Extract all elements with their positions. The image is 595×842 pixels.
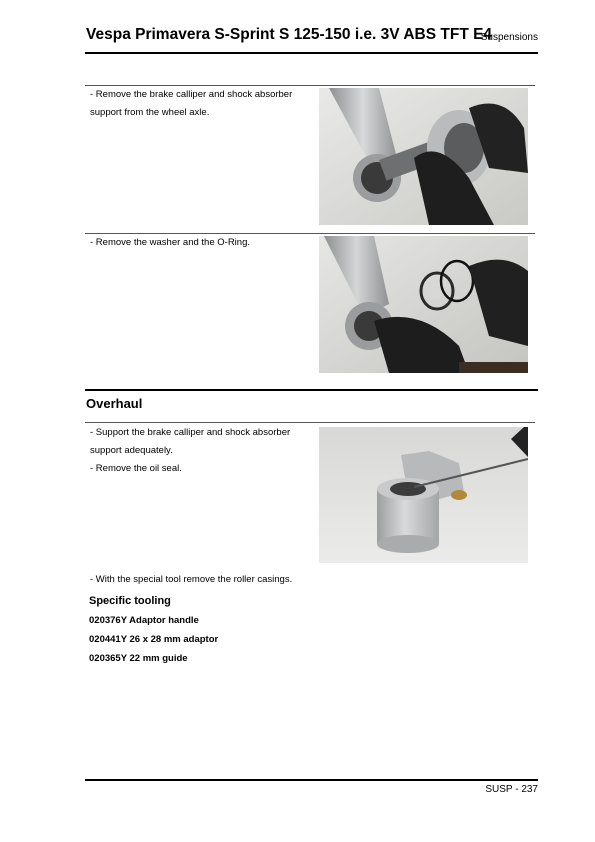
header-rule bbox=[85, 52, 538, 54]
overhaul-heading: Overhaul bbox=[86, 396, 143, 411]
document-title: Vespa Primavera S-Sprint S 125-150 i.e. 3V ABS TFT E4 bbox=[86, 26, 493, 43]
section-name: Suspensions bbox=[480, 32, 538, 43]
step-3-line-2: support adequately. bbox=[90, 445, 173, 456]
page-number: SUSP - 237 bbox=[485, 784, 538, 795]
step-4-line-1: - With the special tool remove the roller casings. bbox=[90, 574, 293, 585]
step-3-line-3: - Remove the oil seal. bbox=[90, 463, 182, 474]
tool-item: 020441Y 26 x 28 mm adaptor bbox=[89, 634, 219, 645]
photo-remove-calliper bbox=[319, 88, 528, 225]
step-1-line-2: support from the wheel axle. bbox=[90, 107, 210, 118]
footer-rule bbox=[85, 779, 538, 781]
photo-remove-oil-seal bbox=[319, 427, 528, 563]
section-rule bbox=[85, 389, 538, 391]
step-divider bbox=[85, 422, 535, 423]
specific-tooling-heading: Specific tooling bbox=[89, 595, 171, 607]
step-1-line-1: - Remove the brake calliper and shock absorber bbox=[90, 89, 293, 100]
step-2-line-1: - Remove the washer and the O-Ring. bbox=[90, 237, 250, 248]
tool-item: 020376Y Adaptor handle bbox=[89, 615, 199, 626]
step-3-line-1: - Support the brake calliper and shock absorber bbox=[90, 427, 291, 438]
photo-remove-washer bbox=[319, 236, 528, 373]
tool-item: 020365Y 22 mm guide bbox=[89, 653, 188, 664]
